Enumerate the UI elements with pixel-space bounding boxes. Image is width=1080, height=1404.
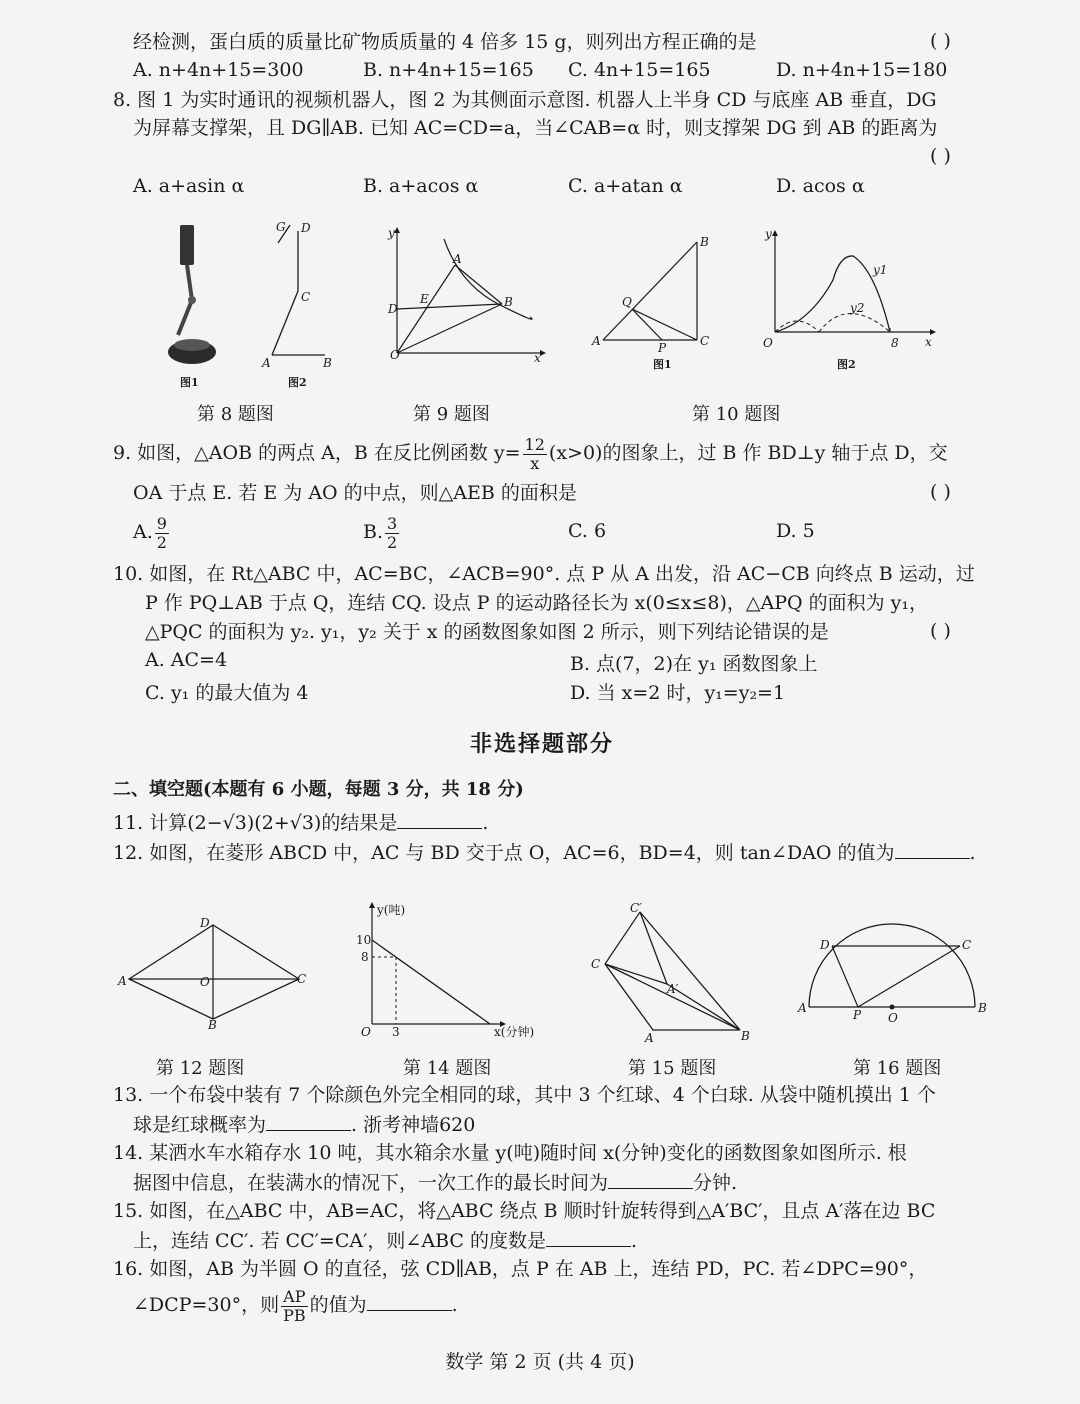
q12-answer-blank[interactable] xyxy=(895,840,970,859)
fig10-caption: 第 10 题图 xyxy=(692,404,781,425)
q10-option-a: A. AC=4 xyxy=(145,649,228,671)
section-title: 非选择题部分 xyxy=(470,731,615,757)
q16-answer-blank[interactable] xyxy=(367,1292,452,1311)
q9-option-a xyxy=(133,512,171,552)
fig14-tick-3: 3 xyxy=(392,1025,400,1039)
q9-frac-den: x xyxy=(530,453,540,473)
q9-option-b-den: 2 xyxy=(387,532,398,552)
q14-text: 据图中信息，在装满水的情况下，一次工作的最长时间为 xyxy=(133,1172,609,1194)
q8-option-b: B. a+acos α xyxy=(363,175,479,197)
q13-answer-blank[interactable] xyxy=(266,1112,351,1131)
fig14-x-label: x(分钟) xyxy=(494,1025,535,1039)
q7-option-b: B. n+4n+15=165 xyxy=(363,59,534,81)
q11-text: 11. 计算(2−√3)(2+√3)的结果是 xyxy=(113,812,398,834)
fig10-point-a: A xyxy=(592,334,601,348)
fig16-point-a: A xyxy=(798,1001,807,1015)
fig16-caption: 第 16 题图 xyxy=(853,1058,942,1079)
fig16-point-o: O xyxy=(888,1011,898,1025)
fig9-origin: O xyxy=(390,348,400,362)
q11-line xyxy=(113,810,488,835)
fig12-caption: 第 12 题图 xyxy=(156,1058,245,1079)
figure-9 xyxy=(380,225,550,370)
fig14-y-label: y(吨) xyxy=(377,903,406,917)
figure-15 xyxy=(585,900,760,1050)
q15-line1: 15. 如图，在△ABC 中，AB=AC，将△ABC 绕点 B 顺时针旋转得到△A′BC′，且点 A′落在边 BC xyxy=(113,1200,936,1222)
q9-option-a-den: 2 xyxy=(156,532,167,552)
fig10-point-q: Q xyxy=(622,295,632,309)
fig15-caption: 第 15 题图 xyxy=(628,1058,717,1079)
q9-frac-num: 12 xyxy=(524,434,545,454)
q8-line1: 8. 图 1 为实时通讯的视频机器人，图 2 为其侧面示意图. 机器人上半身 CD 与底座 AB 垂直，DG xyxy=(113,89,937,111)
q9-text-pre: 9. 如图，△AOB 的两点 A，B 在反比例函数 y= xyxy=(113,442,521,464)
q12-end: . xyxy=(969,842,976,864)
q9-option-a-frac xyxy=(155,515,169,552)
fig8-point-c: C xyxy=(301,290,311,304)
q8-line2: 为屏幕支撑架，且 DG∥AB. 已知 AC=CD=a，当∠CAB=α 时，则支撑架 DG 到 AB 的距离为 xyxy=(133,117,938,139)
fig8-label-1: 图1 xyxy=(180,376,199,389)
fig12-point-c: C xyxy=(297,972,307,986)
q8-paren: ( ) xyxy=(930,145,951,167)
q13-line1: 13. 一个布袋中装有 7 个除颜色外完全相同的球，其中 3 个红球、4 个白球. 从袋中随机摸出 1 个 xyxy=(113,1084,936,1106)
q9-option-b xyxy=(363,512,401,552)
fig10-tick-8: 8 xyxy=(891,336,899,350)
fig9-axis-x: x xyxy=(534,351,541,365)
q7-option-d: D. n+4n+15=180 xyxy=(776,59,948,81)
figure-12 xyxy=(115,915,315,1035)
q10-line2: P 作 PQ⊥AB 于点 Q，连结 CQ. 设点 P 的运动路径长为 x(0≤x≤8)，△APQ 的面积为 y₁， xyxy=(145,592,929,614)
fig9-point-e: E xyxy=(420,292,429,306)
part2-heading: 二、填空题(本题有 6 小题，每题 3 分，共 18 分) xyxy=(113,779,524,800)
fig15-point-a: A xyxy=(645,1031,654,1045)
q9-option-d: D. 5 xyxy=(776,520,815,542)
q14-end: 分钟. xyxy=(693,1172,738,1194)
fig15-point-c: C xyxy=(591,957,601,971)
figure-14 xyxy=(350,900,550,1040)
q9-option-c: C. 6 xyxy=(568,520,607,542)
q9-option-a-label: A. xyxy=(133,521,153,543)
fig14-tick-8: 8 xyxy=(361,950,369,964)
q14-line1: 14. 某洒水车水箱存水 10 吨，其水箱余水量 y(吨)随时间 x(分钟)变化的函数图象如图所示. 根 xyxy=(113,1142,907,1164)
fig10-axis-x: x xyxy=(925,335,932,349)
q7-paren: ( ) xyxy=(930,30,951,52)
fig8-point-a: A xyxy=(262,356,271,370)
q9-line2: OA 于点 E. 若 E 为 AO 的中点，则△AEB 的面积是 xyxy=(133,482,577,504)
fig16-point-b: B xyxy=(978,1001,987,1015)
q15-text: 上，连结 CC′. 若 CC′=CA′，则∠ABC 的度数是 xyxy=(133,1230,546,1252)
q7-option-a: A. n+4n+15=300 xyxy=(133,59,304,81)
page-footer: 数学 第 2 页 (共 4 页) xyxy=(445,1351,635,1373)
fig10-label-2: 图2 xyxy=(837,358,856,371)
fig8-caption: 第 8 题图 xyxy=(197,404,274,425)
q16-fraction xyxy=(281,1288,308,1325)
fig10-point-b: B xyxy=(700,235,709,249)
q16-frac-den: PB xyxy=(283,1305,306,1325)
q9-paren: ( ) xyxy=(930,481,951,503)
q8-option-d: D. acos α xyxy=(776,175,865,197)
q9-text-post: (x>0)的图象上，过 B 作 BD⊥y 轴于点 D，交 xyxy=(548,442,948,464)
fig14-caption: 第 14 题图 xyxy=(403,1058,492,1079)
fig8-point-b: B xyxy=(323,356,332,370)
q10-line1: 10. 如图，在 Rt△ABC 中，AC=BC，∠ACB=90°. 点 P 从 A 出发，沿 AC−CB 向终点 B 运动，过 xyxy=(113,563,975,585)
q13-end: . 浙考神墙620 xyxy=(351,1114,476,1136)
fig9-caption: 第 9 题图 xyxy=(413,404,490,425)
q9-option-b-label: B. xyxy=(363,521,384,543)
q14-line2 xyxy=(133,1170,737,1195)
fig16-point-p: P xyxy=(853,1008,862,1022)
q10-paren: ( ) xyxy=(930,620,951,642)
fig9-point-a: A xyxy=(453,252,462,266)
q8-option-c: C. a+atan α xyxy=(568,175,683,197)
q11-answer-blank[interactable] xyxy=(397,810,482,829)
q9-line1 xyxy=(113,433,948,473)
q15-answer-blank[interactable] xyxy=(546,1228,631,1247)
fig12-point-d: D xyxy=(200,916,210,930)
q13-line2 xyxy=(133,1112,475,1137)
figure-8 xyxy=(160,215,350,395)
q16-text-pre: ∠DCP=30°，则 xyxy=(133,1294,280,1316)
fig9-point-d: D xyxy=(388,302,398,316)
q16-line1: 16. 如图，AB 为半圆 O 的直径，弦 CD∥AB，点 P 在 AB 上，连结 PD，PC. 若∠DPC=90°， xyxy=(113,1258,928,1280)
q12-line xyxy=(113,840,976,865)
q7-option-c: C. 4n+15=165 xyxy=(568,59,711,81)
fig12-point-o: O xyxy=(200,975,210,989)
fig16-point-c: C xyxy=(962,938,972,952)
q10-line3: △PQC 的面积为 y₂. y₁，y₂ 关于 x 的函数图象如图 2 所示，则下列结论错误的是 xyxy=(145,621,829,643)
q15-end: . xyxy=(630,1230,638,1252)
q9-fraction xyxy=(523,436,547,473)
fig15-point-b: B xyxy=(741,1029,750,1043)
q9-option-b-frac xyxy=(385,515,399,552)
figure-10 xyxy=(585,227,945,375)
fig10-label-1: 图1 xyxy=(653,358,672,371)
q16-end: . xyxy=(451,1294,458,1316)
q15-line2 xyxy=(133,1228,637,1253)
fig12-point-a: A xyxy=(118,974,127,988)
robot-illustration xyxy=(168,225,216,364)
q8-option-a: A. a+asin α xyxy=(133,175,245,197)
fig12-point-b: B xyxy=(208,1018,217,1032)
q7-line: 经检测，蛋白质的质量比矿物质质量的 4 倍多 15 g，则列出方程正确的是 xyxy=(133,31,757,53)
fig10-axis-y: y xyxy=(765,227,772,241)
q10-option-d: D. 当 x=2 时，y₁=y₂=1 xyxy=(570,682,786,704)
figure-16 xyxy=(795,915,995,1035)
q16-line2 xyxy=(133,1283,458,1327)
fig10-curve-y1: y1 xyxy=(873,263,888,277)
fig14-origin: O xyxy=(361,1025,371,1039)
q13-text: 球是红球概率为 xyxy=(133,1114,267,1136)
fig8-label-2: 图2 xyxy=(288,376,307,389)
fig8-point-d: D xyxy=(301,221,311,235)
fig15-point-c-prime: C′ xyxy=(630,901,642,915)
fig10-point-p: P xyxy=(658,341,667,355)
q16-text-post: 的值为 xyxy=(309,1294,367,1316)
fig14-tick-10: 10 xyxy=(356,933,372,947)
q16-frac-num: AP xyxy=(281,1288,308,1307)
q10-option-b: B. 点(7，2)在 y₁ 函数图象上 xyxy=(570,653,818,675)
fig8-point-g: G xyxy=(276,220,286,234)
fig16-point-d: D xyxy=(820,938,830,952)
fig10-origin: O xyxy=(763,336,773,350)
fig15-point-a-prime: A′ xyxy=(667,982,679,996)
fig10-point-c: C xyxy=(700,334,710,348)
fig10-curve-y2: y2 xyxy=(850,301,865,315)
q11-end: . xyxy=(482,812,489,834)
fig9-axis-y: y xyxy=(388,226,395,240)
q14-answer-blank[interactable] xyxy=(608,1170,693,1189)
q9-option-b-num: 3 xyxy=(387,513,398,533)
fig9-point-b: B xyxy=(504,295,513,309)
q12-text: 12. 如图，在菱形 ABCD 中，AC 与 BD 交于点 O，AC=6，BD=4，则 tan∠DAO 的值为 xyxy=(113,842,895,864)
q10-option-c: C. y₁ 的最大值为 4 xyxy=(145,682,309,704)
q9-option-a-num: 9 xyxy=(156,513,167,533)
